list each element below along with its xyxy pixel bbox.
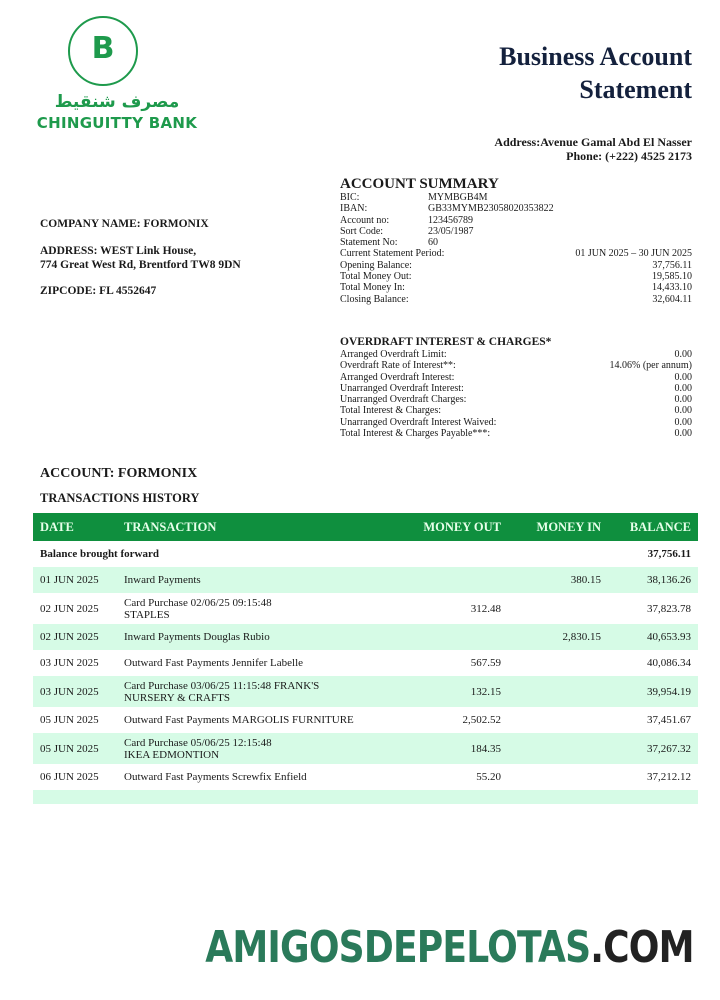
overdraft-section [340,336,692,439]
summary-row: IBAN: GB33MYMB23058020353822 [340,203,554,215]
company-address [40,244,241,272]
balance-brought-forward-row: Balance brought forward 37,756.11 [40,548,691,560]
summary-row: Statement No: 60 [340,237,438,249]
company-name: COMPANY NAME: FORMONIX [40,218,209,230]
col-money-out: MONEY OUT [403,513,508,541]
logo-letter: B [91,31,115,66]
title-line-2: Statement [579,75,692,104]
overdraft-row: Total Interest & Charges Payable***: 0.00 [340,428,692,440]
summary-row: BIC: MYMBGB4M [340,192,488,203]
table-row: 01 JUN 2025 Inward Payments 380.15 38,136.26 [33,567,698,593]
col-date: DATE [33,513,117,541]
table-row: 05 JUN 2025 Outward Fast Payments MARGOLIS FURNITURE 2,502.52 37,451.67 [40,714,691,726]
table-header [33,513,698,541]
col-money-in: MONEY IN [508,513,608,541]
transactions-history-label: TRANSACTIONS HISTORY [40,491,200,505]
transactions-table [33,513,698,804]
overdraft-row: Arranged Overdraft Limit: 0.00 [340,349,692,360]
table-row: 06 JUN 2025 Outward Fast Payments Screwfix Enfield 55.20 37,212.12 [40,771,691,783]
bank-contact [494,135,692,163]
overdraft-row: Unarranged Overdraft Interest: 0.00 [340,382,692,394]
title-line-1: Business Account [499,42,692,71]
table-row: 02 JUN 2025 Inward Payments Douglas Rubio 2,830.15 40,653.93 [33,624,698,650]
overdraft-row: Unarranged Overdraft Interest Waived: 0.00 [340,416,692,428]
summary-total-row: Opening Balance: 37,756.11 [340,259,692,271]
company-zipcode: ZIPCODE: FL 4552647 [40,285,157,297]
account-label: ACCOUNT: FORMONIX [40,466,198,481]
overdraft-row: Total Interest & Charges: 0.00 [340,405,692,417]
summary-row: Sort Code: 23/05/1987 [340,225,474,237]
bank-address: Address:Avenue Gamal Abd El Nasser [494,135,692,149]
overdraft-row: Unarranged Overdraft Charges: 0.00 [340,394,692,406]
summary-total-row: Total Money Out: 19,585.10 [340,271,692,283]
summary-total-row: Current Statement Period: 01 JUN 2025 – 30 JUN 2025 [340,248,692,260]
bank-name: CHINGUITTY BANK [36,114,198,132]
account-summary-title: ACCOUNT SUMMARY [340,176,499,192]
summary-row: Account no: 123456789 [340,214,473,226]
watermark: AMIGOSDEPELOTAS.COM [205,922,694,973]
col-balance: BALANCE [608,513,698,541]
company-address-line-2: 774 Great West Rd, Brentford TW8 9DN [40,259,241,271]
summary-total-row: Total Money In: 14,433.10 [340,282,692,294]
document-title [499,40,692,106]
logo-emblem-icon [68,16,138,86]
table-row: 05 JUN 2025 Card Purchase 05/06/25 12:15:48 IKEA EDMONTION 184.35 37,267.32 [33,733,698,764]
table-row: 03 JUN 2025 Outward Fast Payments Jennifer Labelle 567.59 40,086.34 [40,657,691,669]
table-row: 02 JUN 2025 Card Purchase 02/06/25 09:15:48 STAPLES 312.48 37,823.78 [40,596,691,621]
summary-total-row: Closing Balance: 32,604.11 [340,293,692,305]
account-summary [340,176,692,305]
overdraft-row: Arranged Overdraft Interest: 0.00 [340,371,692,383]
overdraft-row: Overdraft Rate of Interest**: 14.06% (per annum) [340,360,692,372]
bank-logo [32,14,202,134]
col-transaction: TRANSACTION [117,513,403,541]
overdraft-title: OVERDRAFT INTEREST & CHARGES* [340,336,552,348]
bank-phone: Phone: (+222) 4525 2173 [566,149,692,163]
table-row: 03 JUN 2025 Card Purchase 03/06/25 11:15:48 FRANK'S NURSERY & CRAFTS 132.15 39,954.19 [33,676,698,707]
table-empty-row [33,790,698,804]
company-address-line-1: ADDRESS: WEST Link House, [40,245,197,257]
bank-name-arabic: مصرف شنقيط [54,92,180,112]
